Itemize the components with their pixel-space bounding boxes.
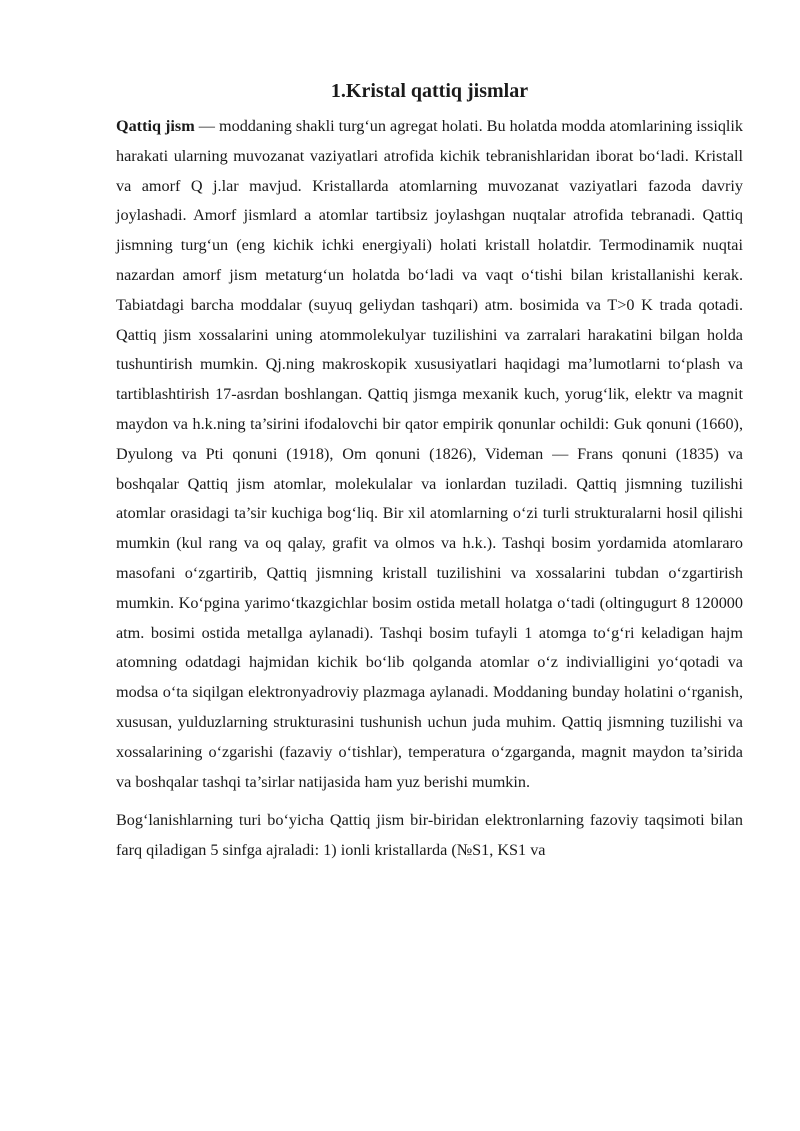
term-bold: Qattiq jism bbox=[116, 117, 195, 135]
paragraph-definition-text: — moddaning shakli turg‘un agregat holati. Bu holatda modda atomlarining issiqlik harakati ularning muvozanat vaziyatlari atrofida kichik tebranishlaridan iborat bo‘ladi. Kristall va amorf Q j.lar mavjud. Kristallarda atomlarning muvozanat vaziyatlari fazoda davriy joylashadi. Amorf jismlard a atomlar tartibsiz joylashgan nuqtalar atrofida tebranadi. Qattiq jismning turg‘un (eng kichik ichki energiyali) holati kristall holatdir. Termodinamik nuqtai nazardan amorf jism metaturg‘un holatda bo‘ladi va vaqt o‘tishi bilan kristallanishi kerak. Tabiatdagi barcha moddalar (suyuq geliydan tashqari) atm. bosimida va T>0 K trada qotadi. Qattiq jism xossalarini uning atommolekulyar tuzilishini va zarralari harakatini bilgan holda tushuntirish mumkin. Qj.ning makroskopik xususiyatlari haqidagi ma’lumotlarni to‘plash va tartiblashtirish 17-asrdan boshlangan. Qattiq jismga mexanik kuch, yorug‘lik, elektr va magnit maydon va h.k.ning ta’sirini ifodalovchi bir qator empirik qonunlar ochildi: Guk qonuni (1660), Dyulong va Pti qonuni (1918), Om qonuni (1826), Videman — Frans qonuni (1835) va boshqalar Qattiq jism atomlar, molekulalar va ionlardan tuziladi. Qattiq jismning tuzilishi atomlar orasidagi ta’sir kuchiga bog‘liq. Bir xil atomlarning o‘zi turli strukturalarni hosil qilishi mumkin (kul rang va oq qalay, grafit va olmos va h.k.). Tashqi bosim yordamida atomlararo masofani o‘zgartirib, Qattiq jismning kristall tuzilishini va xossalarini tubdan o‘zgartirish mumkin. Ko‘pgina yarimo‘tkazgichlar bosim ostida metall holatga o‘tadi (oltingugurt 8 120000 atm. bosimi ostida metallga aylanadi). Tashqi bosim tufayli 1 atomga to‘g‘ri keladigan hajm atomning odatdagi hajmidan kichik bo‘lib qolganda atomlar o‘z indivialligini yo‘qotadi va modsa o‘ta siqilgan elektronyadroviy plazmaga aylanadi. Moddaning bunday holatini o‘rganish, xususan, yulduzlarning strukturasini tushunish uchun juda muhim. Qattiq jismning tuzilishi va xossalarining o‘zgarishi (fazaviy o‘tishlar), temperatura o‘zgarganda, magnit maydon ta’sirida va boshqalar tashqi ta’sirlar natijasida ham yuz berishi mumkin. bbox=[116, 117, 743, 791]
paragraph-bonding-types: Bog‘lanishlarning turi bo‘yicha Qattiq jism bir-biridan elektronlarning fazoviy taqsimoti bilan farq qiladigan 5 sinfga ajraladi: 1) ionli kristallarda (№S1, KS1 va bbox=[116, 811, 743, 860]
document-title: 1.Kristal qattiq jismlar bbox=[330, 80, 529, 102]
paragraph-definition bbox=[116, 112, 743, 797]
